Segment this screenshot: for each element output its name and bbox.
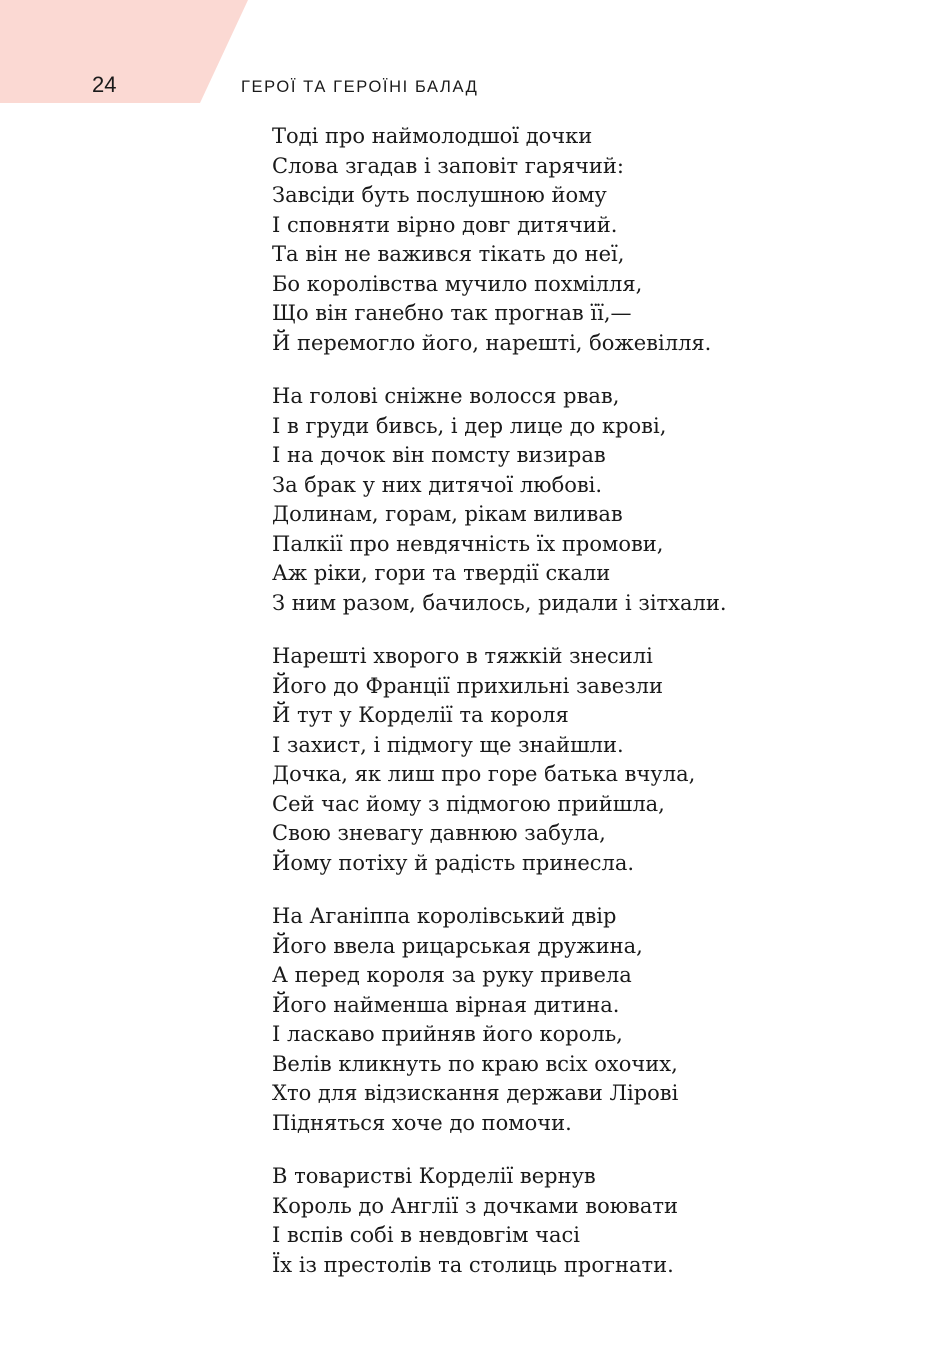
stanza: [272, 382, 912, 618]
stanza: [272, 122, 912, 358]
poem-body: [272, 122, 912, 1304]
poem-line: Підняться хоче до помочи.: [272, 1110, 572, 1135]
poem-line: Й тут у Корделії та короля: [272, 703, 569, 727]
poem-line: І захист, і підмогу ще знайшли.: [272, 732, 624, 757]
poem-line: Велів кликнуть по краю всіх охочих,: [272, 1051, 678, 1076]
poem-line: Дочка, як лиш про горе батька вчула,: [272, 762, 696, 786]
poem-line: І вспів собі в невдовгім часі: [272, 1223, 580, 1247]
poem-line: Його до Франції прихильні завезли: [272, 673, 663, 698]
poem-line: На Аганіппа королівський двір: [272, 904, 617, 928]
poem-line: Сей час йому з підмогою прийшла,: [272, 791, 665, 816]
poem-line: Палкії про невдячність їх промови,: [272, 531, 664, 556]
poem-line: Їх із престолів та столиць прогнати.: [272, 1252, 674, 1277]
poem-line: За брак у них дитячої любові.: [272, 472, 603, 497]
stanza: [272, 642, 912, 878]
stanza: [272, 1162, 912, 1280]
poem-line: Аж ріки, гори та твердії скали: [272, 561, 611, 585]
poem-line: Йому потіху й радість принесла.: [272, 850, 635, 875]
poem-line: Тоді про наймолодшої дочки: [272, 124, 593, 148]
poem-line: Завсіди буть послушною йому: [272, 183, 607, 207]
poem-line: І в груди бивсь, і дер лице до крові,: [272, 413, 667, 438]
poem-line: Долинам, горам, рікам виливав: [272, 502, 623, 526]
poem-line: В товаристві Корделії вернув: [272, 1164, 596, 1188]
poem-line: А перед короля за руку привела: [272, 963, 632, 987]
poem-line: З ним разом, бачилось, ридали і зітхали.: [272, 590, 727, 615]
poem-line: І на дочок він помсту визирав: [272, 443, 606, 467]
page-number: 24: [92, 72, 117, 97]
poem-line: Що він ганебно так прогнав її,—: [272, 301, 632, 325]
poem-line: Його ввела рицарськая дружина,: [272, 933, 643, 958]
stanza: [272, 902, 912, 1138]
poem-line: Слова згадав і заповіт гарячий:: [272, 153, 624, 178]
poem-line: Його найменша вірная дитина.: [272, 992, 620, 1017]
poem-line: Та він не важився тікать до неї,: [272, 242, 625, 266]
running-head: ГЕРОЇ ТА ГЕРОЇНІ БАЛАД: [241, 78, 479, 96]
poem-line: Бо королівства мучило похмілля,: [272, 271, 643, 296]
poem-line: І сповняти вірно довг дитячий.: [272, 212, 618, 237]
poem-line: Свою зневагу давнюю забула,: [272, 821, 606, 845]
poem-line: І ласкаво прийняв його король,: [272, 1022, 623, 1046]
poem-line: Нарешті хворого в тяжкій знесилі: [272, 644, 653, 668]
poem-line: Король до Англії з дочками воювати: [272, 1193, 678, 1218]
page-corner-tab: [0, 0, 248, 103]
poem-line: Хто для відзискання держави Лірові: [272, 1081, 679, 1105]
poem-line: Й перемогло його, нарешті, божевілля.: [272, 330, 712, 355]
poem-line: На голові сніжне волосся рвав,: [272, 384, 620, 408]
